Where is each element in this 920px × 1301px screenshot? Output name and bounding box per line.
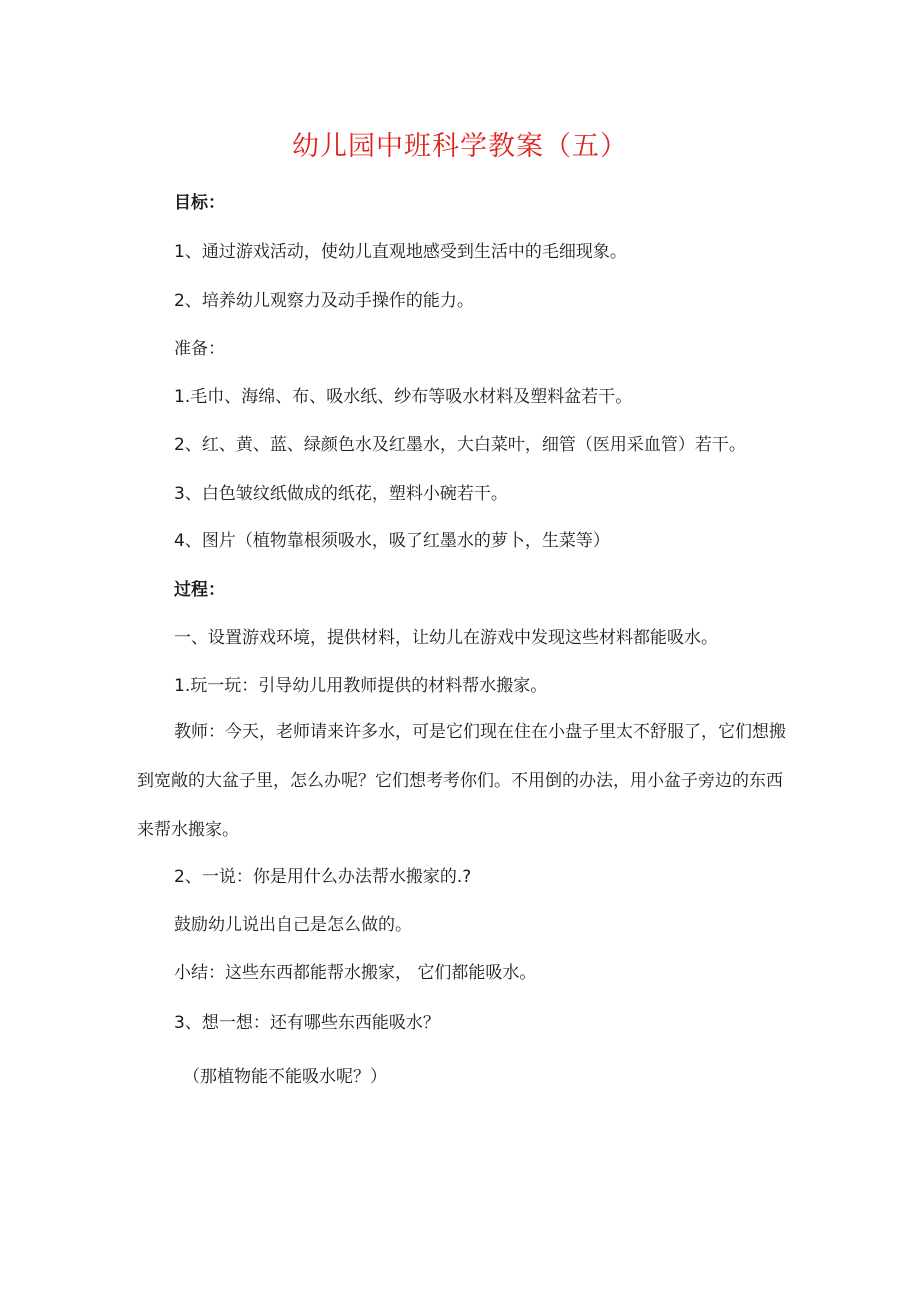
process-heading: 过程： — [174, 580, 225, 600]
process-step-1: 一、设置游戏环境，提供材料，让幼儿在游戏中发现这些材料都能吸水。 — [174, 628, 718, 648]
prep-item-3: 3、白色皱纹纸做成的纸花，塑料小碗若干。 — [174, 484, 508, 504]
summary-text: 小结：这些东西都能帮水搬家， 它们都能吸水。 — [174, 963, 537, 983]
process-step-3: 3、想一想：还有哪些东西能吸水？ — [174, 1013, 440, 1033]
prep-heading: 准备： — [174, 339, 225, 359]
prep-item-2: 2、红、黄、蓝、绿颜色水及红墨水，大白菜叶，细管（医用采血管）若干。 — [174, 435, 746, 455]
document-title: 幼儿园中班科学教案（五） — [292, 131, 628, 162]
teacher-paragraph: 教师：今天，老师请来许多水，可是它们现在住在小盘子里太不舒服了，它们想搬到宽敞的大盆子里，怎么办呢？它们想考考你们。不用倒的办法，用小盆子旁边的东西来帮水搬家。 — [137, 722, 786, 840]
encourage-text: 鼓励幼儿说出自己是怎么做的。 — [174, 915, 412, 935]
process-step-2: 2、一说：你是用什么办法帮水搬家的.? — [174, 867, 472, 887]
process-step-1-1: 1.玩一玩：引导幼儿用教师提供的材料帮水搬家。 — [174, 676, 548, 696]
goal-heading: 目标： — [174, 193, 225, 213]
question-text: （那植物能不能吸水呢？） — [183, 1067, 387, 1087]
goal-item-1: 1、通过游戏活动，使幼儿直观地感受到生活中的毛细现象。 — [174, 242, 627, 262]
prep-item-1: 1.毛巾、海绵、布、吸水纸、纱布等吸水材料及塑料盆若干。 — [174, 387, 633, 407]
goal-item-2: 2、培养幼儿观察力及动手操作的能力。 — [174, 291, 474, 311]
prep-item-4: 4、图片（植物靠根须吸水，吸了红墨水的萝卜，生菜等） — [174, 531, 610, 551]
